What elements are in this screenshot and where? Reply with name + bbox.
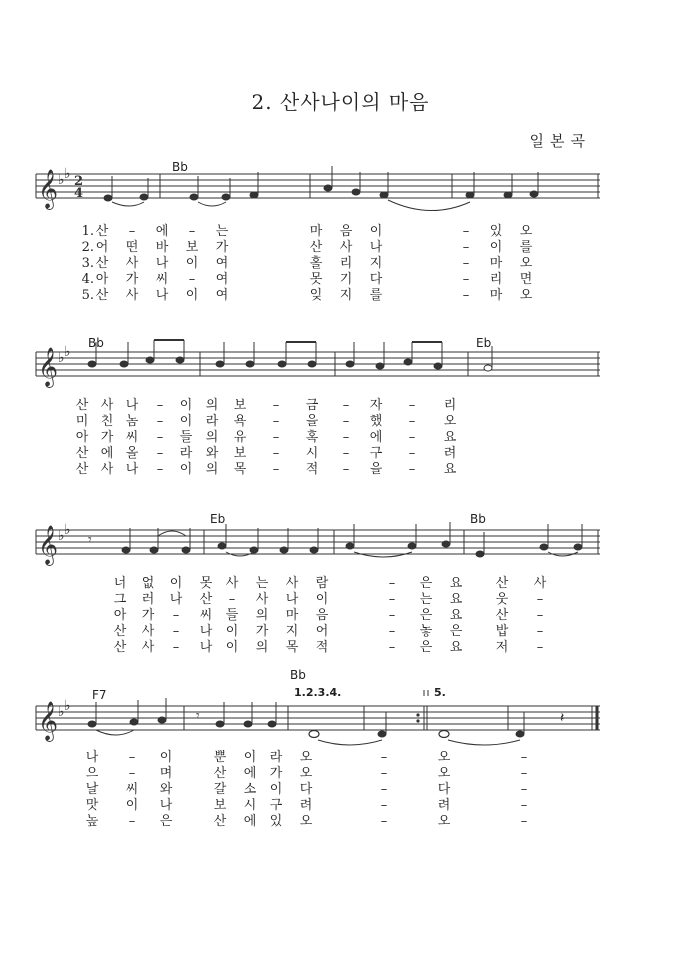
lyric-syllable: 아 [113,608,127,623]
lyric-syllable: 자 [369,398,383,413]
lyric-syllable: – [172,608,180,623]
lyric-syllable: – [128,814,136,829]
chord-symbol: Bb [172,160,188,174]
lyric-line [0,430,681,446]
lyric-syllable: 오 [519,224,533,239]
lyric-syllable: – [462,224,470,239]
chord-symbol: F7 [92,688,107,702]
chord-symbol: Eb [210,512,226,526]
treble-clef-icon: 𝄞 [38,169,59,209]
lyric-syllable: 오 [299,814,313,829]
lyric-syllable: 오 [437,814,451,829]
lyric-line [0,608,681,624]
lyric-syllable: 여 [215,288,229,303]
lyric-syllable: 이 [185,256,199,271]
lyric-syllable: 를 [369,288,383,303]
volta-ending-1: 1.2.3.4. [294,686,342,699]
lyric-syllable: 기 [339,272,353,287]
lyric-syllable: 오 [437,766,451,781]
lyric-syllable: 놈 [125,414,139,429]
composer-credit: 일본곡 [529,132,591,150]
lyric-syllable: 요 [449,640,463,655]
lyric-syllable: 요 [443,430,457,445]
lyric-syllable: 리 [339,256,353,271]
lyric-syllable: 으 [85,766,99,781]
lyric-syllable: 너 [113,576,127,591]
lyric-syllable: 지 [285,624,299,639]
lyric-syllable: 의 [205,462,219,477]
lyric-syllable: 웃 [495,592,509,607]
lyric-syllable: – [272,462,280,477]
chord-symbol: Bb [88,336,104,350]
lyric-syllable: – [408,462,416,477]
lyric-syllable: 요 [449,608,463,623]
lyric-syllable: 사 [225,576,239,591]
lyric-syllable: 와 [205,446,219,461]
lyric-syllable: 그 [113,592,127,607]
lyric-syllable: – [408,398,416,413]
lyric-syllable: 에 [369,430,383,445]
lyric-syllable: 오 [299,766,313,781]
lyric-syllable: – [536,624,544,639]
lyric-syllable: 씨 [125,430,139,445]
lyric-syllable: 시 [305,446,319,461]
lyric-syllable: – [462,288,470,303]
lyric-syllable: – [536,640,544,655]
time-signature: 2 [74,174,84,189]
lyric-syllable: 구 [369,446,383,461]
lyric-syllable: – [128,750,136,765]
lyric-syllable: 사 [141,640,155,655]
lyric-syllable: – [536,592,544,607]
lyric-syllable: 는 [215,224,229,239]
lyric-syllable: 음 [339,224,353,239]
lyric-syllable: 요 [449,576,463,591]
chord-symbol: Bb [290,668,306,682]
lyric-syllable: 다 [369,272,383,287]
lyric-syllable: 혹 [305,430,319,445]
lyric-syllable: 나 [159,798,173,813]
lyric-syllable: 친 [100,414,114,429]
lyric-syllable: 산 [495,576,509,591]
volta-ending-2: 5. [434,686,446,699]
lyric-syllable: 지 [339,288,353,303]
lyric-syllable: 떤 [125,240,139,255]
lyric-syllable: – [272,446,280,461]
lyric-syllable: – [520,798,528,813]
lyric-syllable: 보 [185,240,199,255]
verse-number: 4. [81,272,94,287]
lyric-syllable: 산 [75,398,89,413]
lyric-syllable: 들 [225,608,239,623]
lyric-syllable: 아 [75,430,89,445]
lyric-syllable: 나 [155,288,169,303]
lyric-syllable: 바 [155,240,169,255]
lyric-syllable: 산 [113,640,127,655]
lyric-syllable: – [388,576,396,591]
lyric-syllable: 이 [185,288,199,303]
lyric-syllable: 을 [305,414,319,429]
lyric-syllable: – [188,272,196,287]
lyric-syllable: – [272,430,280,445]
lyric-syllable: – [408,446,416,461]
lyric-syllable: – [342,462,350,477]
lyric-syllable: 올 [125,446,139,461]
lyric-syllable: 어 [95,240,109,255]
lyric-syllable: 려 [299,798,313,813]
chord-symbol: Eb [476,336,492,350]
lyric-syllable: 사 [533,576,547,591]
lyric-syllable: 어 [315,624,329,639]
lyric-syllable: 리 [489,272,503,287]
treble-clef-icon: 𝄞 [38,701,59,741]
lyric-syllable: 나 [85,750,99,765]
lyric-syllable: 산 [75,446,89,461]
lyric-syllable: 의 [205,430,219,445]
rest-icon: 𝄾 [196,708,200,724]
lyric-syllable: 적 [315,640,329,655]
lyric-syllable: 저 [495,640,509,655]
lyric-syllable: 는 [255,576,269,591]
lyric-syllable: 산 [495,608,509,623]
lyric-syllable: – [380,782,388,797]
lyric-line [0,288,681,304]
lyric-syllable: 이 [179,414,193,429]
lyric-syllable: – [228,592,236,607]
lyric-syllable: 잊 [309,288,323,303]
lyric-syllable: 있 [269,814,283,829]
lyric-syllable: 은 [419,608,433,623]
lyric-syllable: 여 [215,272,229,287]
lyric-syllable: 씨 [125,782,139,797]
lyric-syllable: 이 [159,750,173,765]
lyric-syllable: 산 [199,592,213,607]
lyric-syllable: 이 [269,782,283,797]
verse-number: 5. [81,288,94,303]
rest-icon: 𝄽 [560,710,565,726]
lyric-syllable: 했 [369,414,383,429]
lyric-syllable: 이 [369,224,383,239]
lyric-syllable: 나 [125,462,139,477]
treble-clef-icon: 𝄞 [38,347,59,387]
lyric-syllable: 려 [443,446,457,461]
flat-icon: ♭ [64,698,71,714]
lyric-syllable: 은 [419,640,433,655]
lyric-syllable: 미 [75,414,89,429]
lyric-syllable: 금 [305,398,319,413]
lyric-syllable: 사 [100,398,114,413]
lyric-syllable: – [520,766,528,781]
lyric-syllable: 이 [179,462,193,477]
lyric-line [0,462,681,478]
lyric-syllable: 와 [159,782,173,797]
lyric-syllable: 에 [243,814,257,829]
lyric-syllable: 의 [205,398,219,413]
lyric-syllable: 를 [519,240,533,255]
lyric-syllable: 산 [75,462,89,477]
lyric-line [0,272,681,288]
lyric-syllable: 사 [255,592,269,607]
lyric-syllable: – [380,798,388,813]
lyric-syllable: 산 [95,288,109,303]
lyric-line [0,592,681,608]
lyric-syllable: 오 [519,288,533,303]
lyric-syllable: 이 [315,592,329,607]
lyric-syllable: 산 [213,766,227,781]
lyric-syllable: 마 [309,224,323,239]
lyric-syllable: 이 [169,576,183,591]
lyric-syllable: 욕 [233,414,247,429]
lyric-syllable: 나 [285,592,299,607]
lyric-syllable: – [380,814,388,829]
lyric-line [0,766,681,782]
lyric-syllable: 없 [141,576,155,591]
lyric-syllable: – [156,430,164,445]
lyric-syllable: 의 [255,608,269,623]
lyric-syllable: – [462,272,470,287]
lyric-syllable: – [272,414,280,429]
lyric-syllable: – [520,750,528,765]
lyric-syllable: 여 [215,256,229,271]
lyric-syllable: 적 [305,462,319,477]
lyric-syllable: 높 [85,814,99,829]
lyric-syllable: – [462,256,470,271]
lyric-syllable: 면 [519,272,533,287]
lyric-syllable: 가 [269,766,283,781]
lyric-syllable: – [156,398,164,413]
lyric-syllable: 산 [95,256,109,271]
lyric-syllable: 은 [419,576,433,591]
lyric-syllable: 지 [369,256,383,271]
lyric-syllable: 날 [85,782,99,797]
lyric-syllable: 있 [489,224,503,239]
lyric-syllable: 유 [233,430,247,445]
lyric-syllable: – [342,446,350,461]
lyric-syllable: – [342,398,350,413]
lyric-syllable: 사 [141,624,155,639]
lyric-syllable: – [408,430,416,445]
lyric-syllable: 오 [437,750,451,765]
lyric-syllable: 요 [449,592,463,607]
lyric-syllable: 이 [225,624,239,639]
lyric-syllable: 나 [169,592,183,607]
lyric-syllable: – [388,608,396,623]
lyric-syllable: 다 [299,782,313,797]
lyric-syllable: 이 [225,640,239,655]
lyric-syllable: 이 [179,398,193,413]
lyric-syllable: 소 [243,782,257,797]
lyric-syllable: 나 [369,240,383,255]
lyric-syllable: 마 [489,256,503,271]
lyric-syllable: 을 [369,462,383,477]
lyric-syllable: 사 [125,256,139,271]
lyric-syllable: 가 [141,608,155,623]
lyric-syllable: 라 [205,414,219,429]
lyric-syllable: 나 [155,256,169,271]
flat-icon: ♭ [64,344,71,360]
lyric-syllable: 나 [199,640,213,655]
lyric-syllable: 못 [199,576,213,591]
music-staff-1 [0,160,681,230]
treble-clef-icon: 𝄞 [38,525,59,565]
lyric-line [0,750,681,766]
music-staff-2 [0,336,681,406]
flat-icon: ♭ [64,166,71,182]
lyric-syllable: – [172,624,180,639]
lyric-syllable: – [408,414,416,429]
lyric-syllable: – [128,766,136,781]
verse-number: 2. [81,240,94,255]
lyric-syllable: – [188,224,196,239]
lyric-syllable: 은 [159,814,173,829]
lyric-syllable: 음 [315,608,329,623]
lyric-syllable: 요 [443,462,457,477]
lyric-syllable: 뿐 [213,750,227,765]
lyric-syllable: 보 [233,398,247,413]
lyric-syllable: – [520,782,528,797]
lyric-syllable: 사 [125,288,139,303]
lyric-syllable: 마 [489,288,503,303]
lyric-syllable: 밥 [495,624,509,639]
lyric-line [0,256,681,272]
lyric-line [0,782,681,798]
lyric-line [0,446,681,462]
lyric-syllable: 아 [95,272,109,287]
lyric-line [0,814,681,830]
lyric-syllable: 홀 [309,256,323,271]
ties [112,200,470,211]
lyric-syllable: 는 [419,592,433,607]
flat-icon: ♭ [64,522,71,538]
lyric-syllable: 맛 [85,798,99,813]
lyric-line [0,224,681,240]
lyric-syllable: 씨 [155,272,169,287]
lyric-syllable: 에 [243,766,257,781]
flat-icon: ♭ [58,350,65,366]
flat-icon: ♭ [58,528,65,544]
music-staff-3 [0,514,681,584]
lyric-syllable: – [388,592,396,607]
lyric-syllable: 사 [339,240,353,255]
lyric-line [0,398,681,414]
lyric-syllable: – [462,240,470,255]
lyric-syllable: 구 [269,798,283,813]
lyric-syllable: 산 [113,624,127,639]
lyric-syllable: 나 [199,624,213,639]
lyric-syllable: – [388,640,396,655]
lyric-syllable: – [156,414,164,429]
lyric-line [0,576,681,592]
lyric-syllable: – [520,814,528,829]
lyric-syllable: 들 [179,430,193,445]
lyric-line [0,624,681,640]
lyric-syllable: 에 [100,446,114,461]
lyric-syllable: 오 [443,414,457,429]
lyric-syllable: 사 [285,576,299,591]
lyric-syllable: 다 [437,782,451,797]
lyric-syllable: 오 [299,750,313,765]
lyric-line [0,414,681,430]
lyric-syllable: 람 [315,576,329,591]
lyric-syllable: 놓 [419,624,433,639]
lyric-syllable: 은 [449,624,463,639]
lyric-line [0,640,681,656]
lyric-syllable: 려 [437,798,451,813]
lyric-syllable: 산 [309,240,323,255]
verse-number: 3. [81,256,94,271]
lyric-syllable: 리 [443,398,457,413]
verse-number: 1. [81,224,94,239]
lyric-syllable: – [380,750,388,765]
lyric-syllable: 의 [255,640,269,655]
lyric-syllable: 오 [519,256,533,271]
song-title: 2. 산사나이의 마음 [251,90,430,114]
lyric-syllable: – [128,224,136,239]
lyric-syllable: – [156,462,164,477]
lyric-syllable: 러 [141,592,155,607]
lyric-syllable: 산 [213,814,227,829]
lyric-syllable: 가 [100,430,114,445]
lyric-syllable: – [172,640,180,655]
lyric-syllable: – [536,608,544,623]
lyric-syllable: 에 [155,224,169,239]
lyric-syllable: 라 [269,750,283,765]
lyric-syllable: 이 [125,798,139,813]
lyric-syllable: 가 [215,240,229,255]
lyric-syllable: 가 [125,272,139,287]
lyric-syllable: – [388,624,396,639]
flat-icon: ♭ [58,704,65,720]
lyric-syllable: 마 [285,608,299,623]
rest-icon: 𝄾 [88,532,92,548]
lyric-syllable: – [272,398,280,413]
lyric-line [0,798,681,814]
lyric-syllable: 목 [285,640,299,655]
lyric-syllable: 보 [233,446,247,461]
lyric-syllable: – [156,446,164,461]
notes [104,166,538,201]
lyric-syllable: 갈 [213,782,227,797]
lyric-syllable: 시 [243,798,257,813]
lyric-syllable: 보 [213,798,227,813]
lyric-syllable: 이 [489,240,503,255]
lyric-syllable: 이 [243,750,257,765]
lyric-syllable: 산 [95,224,109,239]
lyric-syllable: 사 [100,462,114,477]
time-signature: 4 [74,186,84,201]
lyric-syllable: 목 [233,462,247,477]
lyric-syllable: – [342,430,350,445]
lyric-syllable: 씨 [199,608,213,623]
flat-icon: ♭ [58,172,65,188]
lyric-line [0,240,681,256]
lyric-syllable: 가 [255,624,269,639]
lyric-syllable: 나 [125,398,139,413]
lyric-syllable: 못 [309,272,323,287]
lyric-syllable: 라 [179,446,193,461]
lyric-syllable: – [380,766,388,781]
lyric-syllable: – [342,414,350,429]
chord-symbol: Bb [470,512,486,526]
lyric-syllable: 며 [159,766,173,781]
